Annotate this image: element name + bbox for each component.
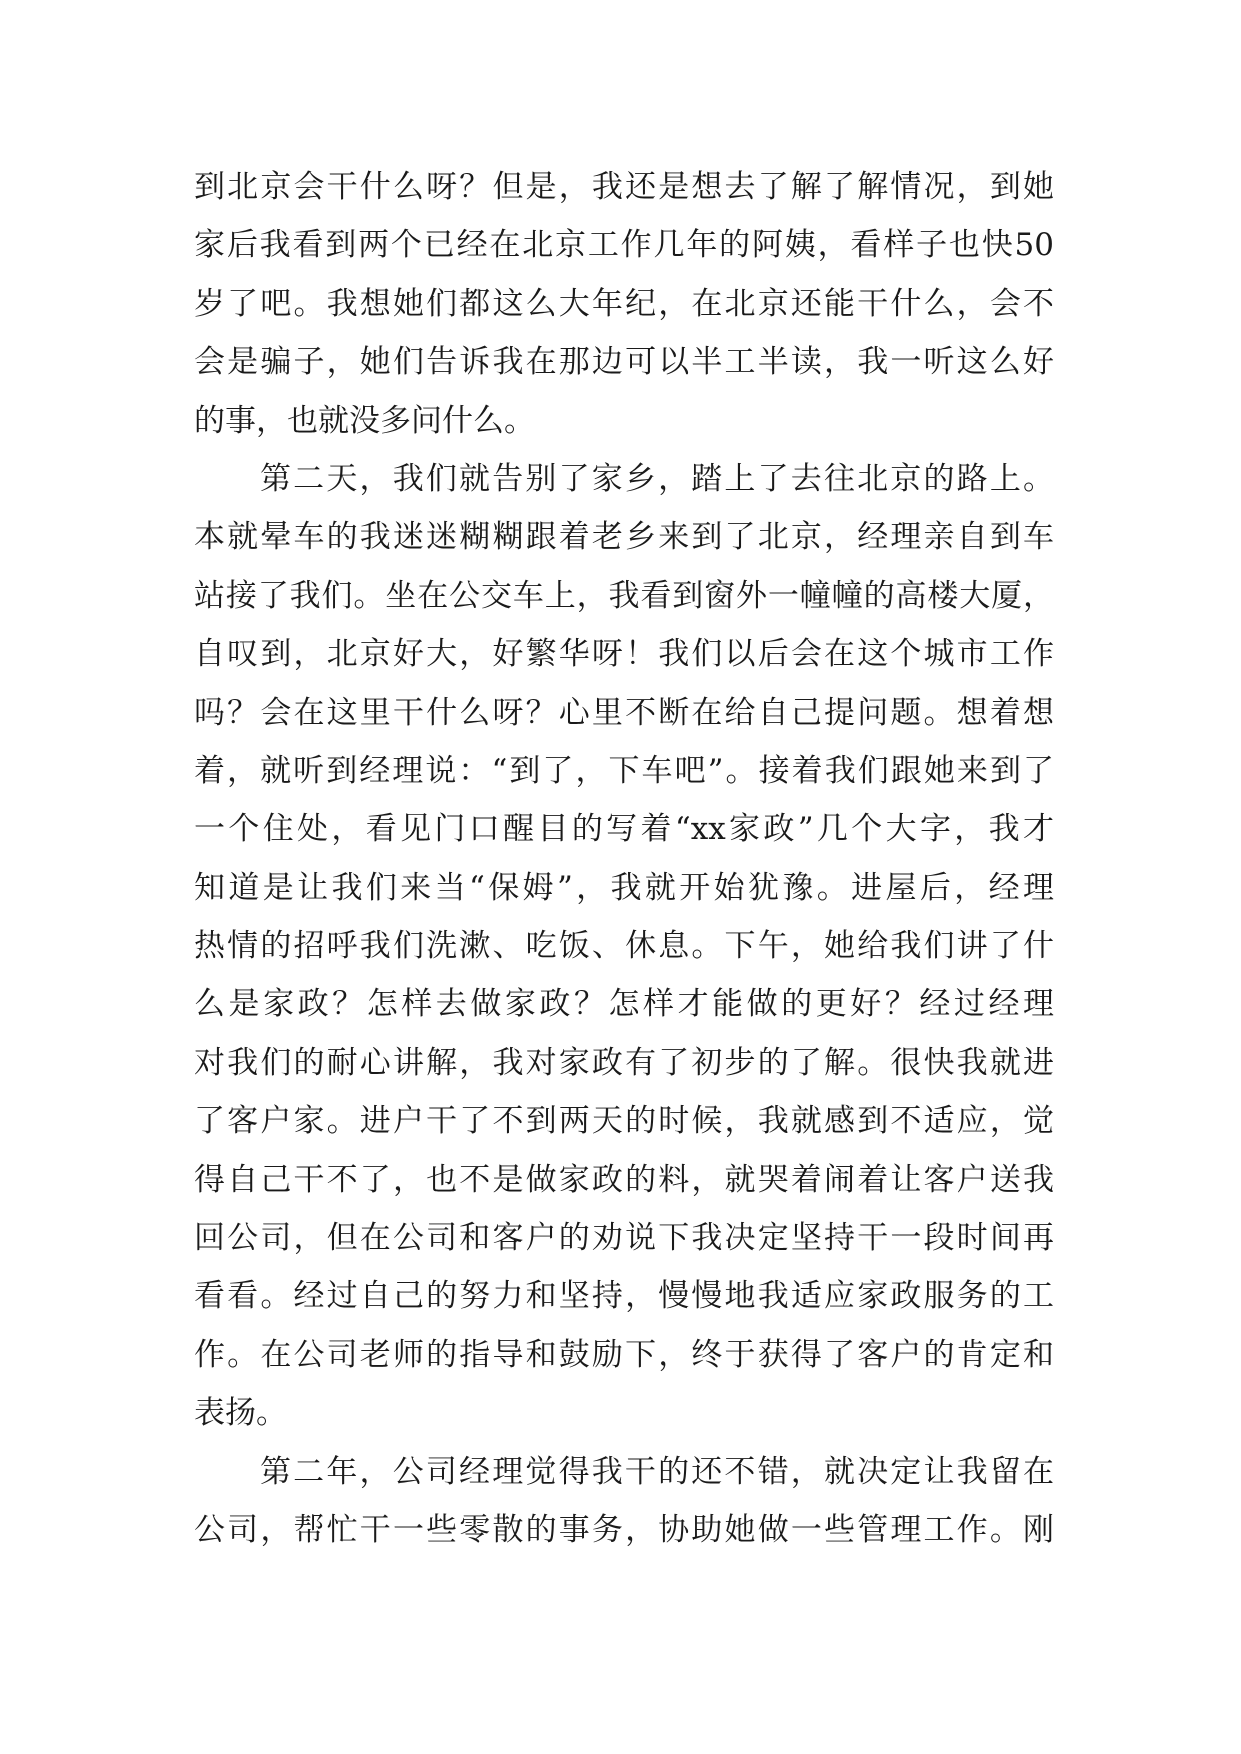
text-line: 一个住处，看见门口醒目的写着“xx家政”几个大字，我才 (194, 811, 1054, 848)
text-line: 回公司，但在公司和客户的劝说下我决定坚持干一段时间再 (194, 1220, 1054, 1257)
text-line: 第二年，公司经理觉得我干的还不错，就决定让我留在 (260, 1453, 1054, 1490)
text-line: 么是家政？怎样去做家政？怎样才能做的更好？经过经理 (194, 986, 1054, 1023)
text-line: 着，就听到经理说：“到了，下车吧”。接着我们跟她来到了 (194, 752, 1054, 789)
text-line: 吗？会在这里干什么呀？心里不断在给自己提问题。想着想 (194, 694, 1054, 731)
text-line: 到北京会干什么呀？但是，我还是想去了解了解情况，到她 (194, 169, 1054, 205)
text-line: 本就晕车的我迷迷糊糊跟着老乡来到了北京，经理亲自到车 (194, 519, 1054, 556)
paragraph-1 (194, 158, 1054, 450)
text-line: 作。在公司老师的指导和鼓励下，终于获得了客户的肯定和 (194, 1336, 1054, 1373)
text-line: 岁了吧。我想她们都这么大年纪，在北京还能干什么，会不 (194, 285, 1054, 322)
text-line: 站接了我们。坐在公交车上，我看到窗外一幢幢的高楼大厦， (194, 577, 1054, 614)
text-line: 第二天，我们就告别了家乡，踏上了去往北京的路上。 (260, 460, 1054, 497)
text-line: 了客户家。进户干了不到两天的时候，我就感到不适应，觉 (194, 1103, 1054, 1140)
text-line: 会是骗子，她们告诉我在那边可以半工半读，我一听这么好 (194, 344, 1054, 381)
paragraph-3 (194, 1443, 1054, 1560)
text-line: 自叹到，北京好大，好繁华呀！我们以后会在这个城市工作 (194, 636, 1054, 673)
paragraph-2 (194, 450, 1054, 1443)
text-line: 表扬。 (194, 1395, 287, 1432)
text-line: 公司，帮忙干一些零散的事务，协助她做一些管理工作。刚 (194, 1511, 1054, 1548)
body-text (194, 158, 1054, 1559)
text-line: 得自己干不了，也不是做家政的料，就哭着闹着让客户送我 (194, 1161, 1054, 1198)
text-line: 看看。经过自己的努力和坚持，慢慢地我适应家政服务的工 (194, 1278, 1054, 1315)
text-line: 对我们的耐心讲解，我对家政有了初步的了解。很快我就进 (194, 1044, 1054, 1081)
text-line: 热情的招呼我们洗漱、吃饭、休息。下午，她给我们讲了什 (194, 928, 1054, 965)
text-line: 知道是让我们来当“保姆”，我就开始犹豫。进屋后，经理 (194, 869, 1054, 906)
text-line: 的事，也就没多问什么。 (194, 402, 535, 439)
text-line: 家后我看到两个已经在北京工作几年的阿姨，看样子也快50 (194, 227, 1054, 264)
